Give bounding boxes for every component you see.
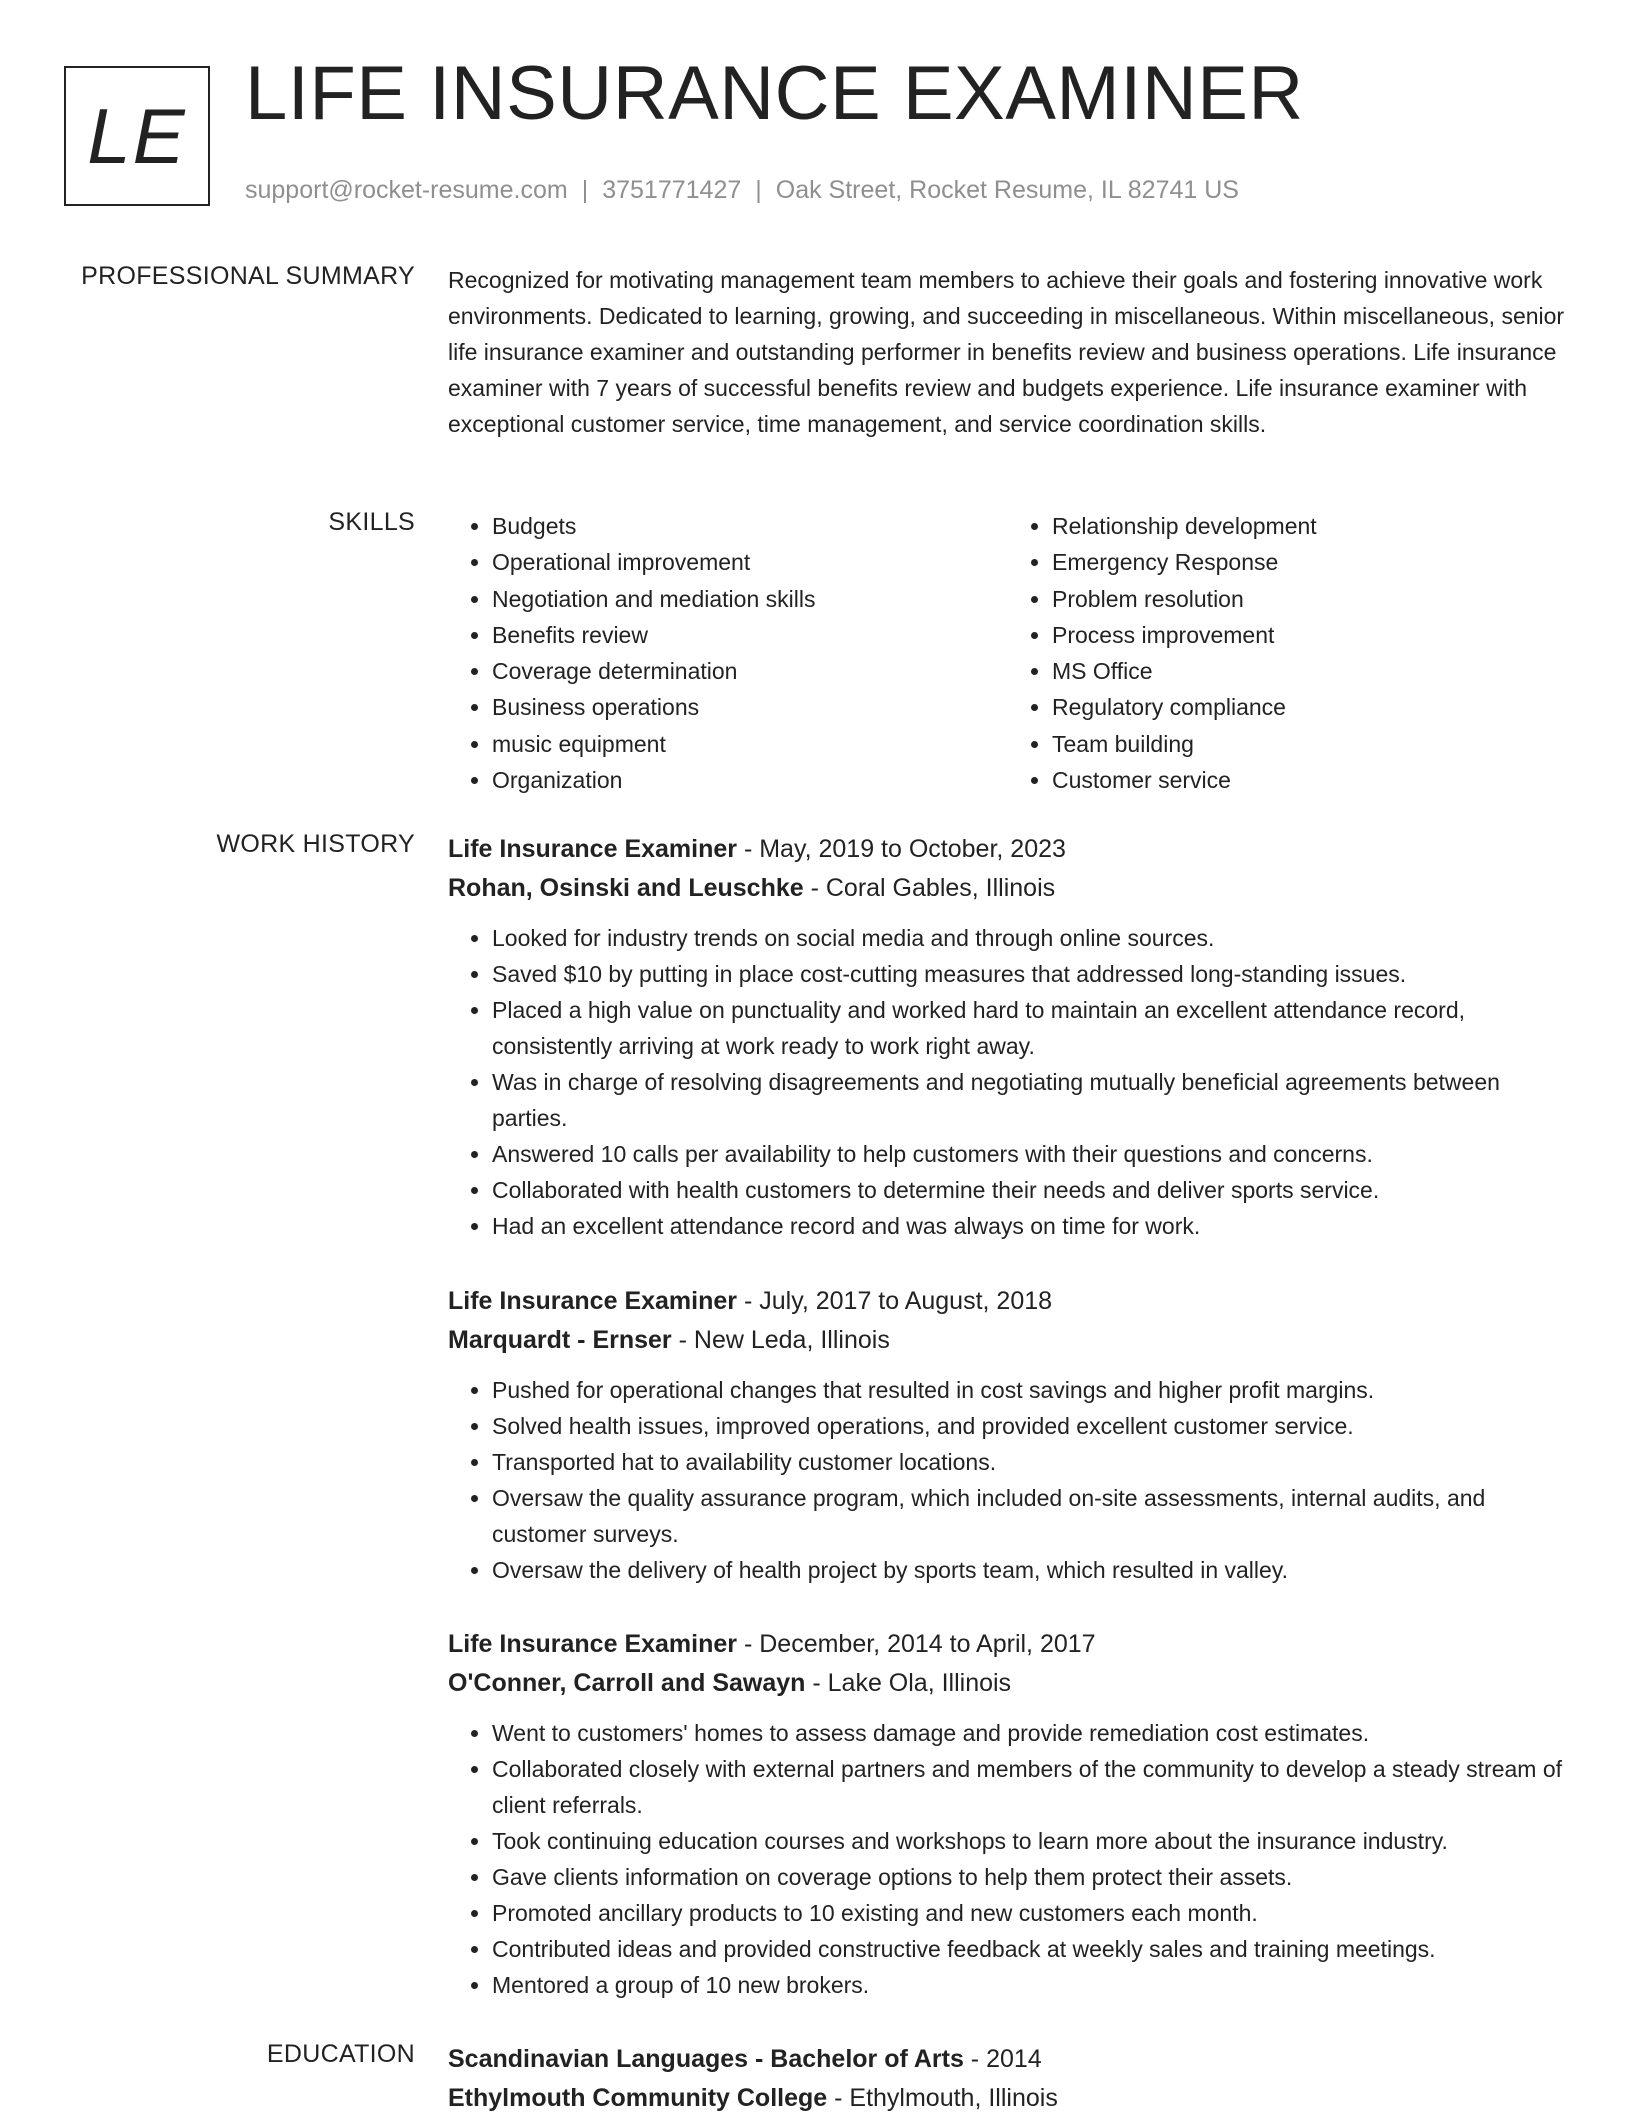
monogram-initials: LE [87,91,187,180]
skill-item: • Organization [492,762,1008,798]
contact-address: Oak Street, Rocket Resume, IL 82741 US [775,176,1239,204]
skill-item: • Operational improvement [492,544,1008,580]
skill-item: • Regulatory compliance [1052,689,1568,725]
school-location: - Ethylmouth, Illinois [827,2084,1058,2112]
job-company-line [448,1320,1568,1360]
degree: Scandinavian Languages - Bachelor of Arts [448,2045,964,2073]
skill-item: • Negotiation and mediation skills [492,581,1008,617]
job-entry [448,1282,1568,1588]
job-location: - New Leda, Illinois [671,1326,890,1354]
summary-heading: PROFESSIONAL SUMMARY [81,262,415,290]
contact-separator: | [581,176,589,204]
job-location: - Coral Gables, Illinois [803,874,1056,902]
job-bullet: • Collaborated closely with external partners and members of the community to develop a steady stream of client referrals. [492,1751,1568,1823]
job-bullet: • Placed a high value on punctuality and worked hard to maintain an excellent attendance record, consistently arriving at work ready to work right away. [492,992,1568,1064]
job-company-line [448,868,1568,908]
resume-name: LIFE INSURANCE EXAMINER [245,51,1304,136]
job-bullet: • Saved $10 by putting in place cost-cutting measures that addressed long-standing issues. [492,956,1568,992]
education-heading: EDUCATION [266,2040,415,2068]
skill-item: • Budgets [492,508,1008,544]
job-bullet: • Contributed ideas and provided constructive feedback at weekly sales and training meetings. [492,1931,1568,1967]
skills-list-right [1008,508,1568,798]
skills-list-left [448,508,1008,798]
skill-item: • Relationship development [1052,508,1568,544]
contact-line [245,176,1239,205]
job-entry [448,1625,1568,2003]
degree-line [448,2040,1568,2078]
job-dates: - July, 2017 to August, 2018 [737,1287,1053,1315]
job-title: Life Insurance Examiner [448,835,738,863]
contact-separator: | [755,176,762,204]
skill-item: • Business operations [492,689,1008,725]
monogram-box [64,66,210,206]
work-history-heading: WORK HISTORY [216,830,415,858]
skill-item: • music equipment [492,726,1008,762]
summary-text: Recognized for motivating management team members to achieve their goals and fostering innovative work environments. Dedicated to learning, growing, and succeeding in miscellaneous. Within miscellaneous, senior life insurance examiner and outstanding performer in benefits review and business operations. Life insurance examiner with 7 years of successful benefits review and budgets experience. Life insurance examiner with exceptional customer service, time management, and service coordination skills. [448,267,1565,437]
job-bullet: • Went to customers' homes to assess damage and provide remediation cost estimates. [492,1715,1568,1751]
skill-item: • MS Office [1052,653,1568,689]
job-title-line [448,1625,1568,1663]
skill-item: • Process improvement [1052,617,1568,653]
job-bullets [448,1372,1568,1588]
job-title-line [448,830,1568,868]
job-bullet: • Collaborated with health customers to determine their needs and deliver sports service. [492,1172,1568,1208]
job-bullet: • Took continuing education courses and workshops to learn more about the insurance industry. [492,1823,1568,1859]
job-bullet: • Promoted ancillary products to 10 existing and new customers each month. [492,1895,1568,1931]
job-title-line [448,1282,1568,1320]
skill-item: • Problem resolution [1052,581,1568,617]
job-company-line [448,1663,1568,1703]
skill-item: • Benefits review [492,617,1008,653]
job-bullet: • Oversaw the quality assurance program, which included on-site assessments, internal audits, and customer surveys. [492,1480,1568,1552]
skills-heading: SKILLS [328,508,415,536]
job-title: Life Insurance Examiner [448,1630,738,1658]
contact-phone: 3751771427 [602,176,742,204]
job-bullet: • Mentored a group of 10 new brokers. [492,1967,1568,2003]
job-title: Life Insurance Examiner [448,1287,738,1315]
job-bullet: • Had an excellent attendance record and was always on time for work. [492,1208,1568,1244]
job-bullet: • Answered 10 calls per availability to help customers with their questions and concerns. [492,1136,1568,1172]
job-bullet: • Solved health issues, improved operations, and provided excellent customer service. [492,1408,1568,1444]
job-bullet: • Pushed for operational changes that resulted in cost savings and higher profit margins. [492,1372,1568,1408]
job-bullet: • Was in charge of resolving disagreements and negotiating mutually beneficial agreements between parties. [492,1064,1568,1136]
job-bullet: • Gave clients information on coverage options to help them protect their assets. [492,1859,1568,1895]
job-company: Marquardt - Ernser [448,1326,672,1354]
skill-item: • Team building [1052,726,1568,762]
job-dates: - May, 2019 to October, 2023 [737,835,1066,863]
job-entry [448,830,1568,1244]
job-bullet: • Oversaw the delivery of health project by sports team, which resulted in valley. [492,1552,1568,1588]
job-bullets [448,1715,1568,2003]
graduation-year: - 2014 [963,2045,1042,2073]
school-line [448,2078,1568,2118]
job-bullets [448,920,1568,1244]
school-name: Ethylmouth Community College [448,2084,828,2112]
job-company: O'Conner, Carroll and Sawayn [448,1669,806,1697]
job-bullet: • Transported hat to availability customer locations. [492,1444,1568,1480]
job-company: Rohan, Osinski and Leuschke [448,874,804,902]
job-bullet: • Looked for industry trends on social media and through online sources. [492,920,1568,956]
skill-item: • Customer service [1052,762,1568,798]
job-location: - Lake Ola, Illinois [805,1669,1012,1697]
job-dates: - December, 2014 to April, 2017 [737,1630,1096,1658]
skill-item: • Emergency Response [1052,544,1568,580]
skill-item: • Coverage determination [492,653,1008,689]
contact-email: support@rocket-resume.com [245,176,568,204]
